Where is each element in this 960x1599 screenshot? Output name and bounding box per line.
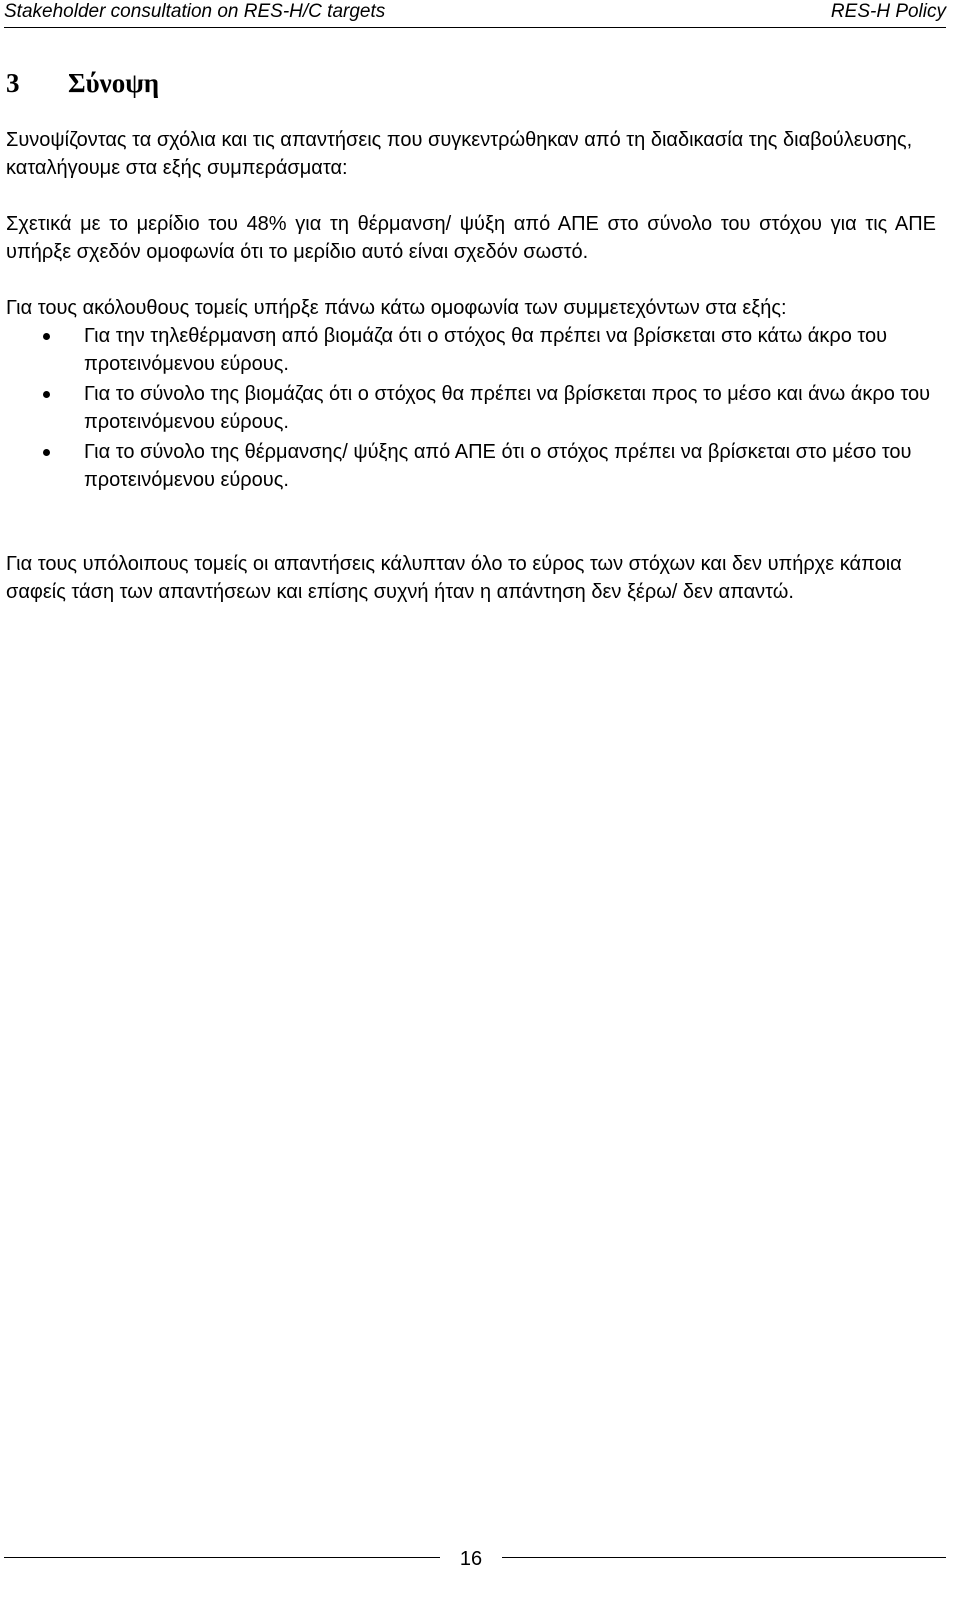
paragraph-summary-intro xyxy=(6,126,936,182)
list-item xyxy=(0,322,936,378)
section-heading xyxy=(6,66,159,100)
page-number: 16 xyxy=(459,1548,483,1570)
paragraph-text: Σχετικά με το μερίδιο του 48% για τη θέρμανση/ ψύξη από ΑΠΕ στο σύνολο του στόχου για τις ΑΠΕ υπήρξε σχεδόν ομοφωνία ότι το μερίδιο αυτό είναι σχεδόν σωστό. xyxy=(6,213,936,263)
list-item-text: Για την τηλεθέρμανση από βιομάζα ότι ο στόχος θα πρέπει να βρίσκεται στο κάτω άκρο του προτεινόμενου εύρους. xyxy=(84,325,888,375)
page-header xyxy=(4,0,946,28)
page-footer xyxy=(0,1546,960,1576)
list-item-text: Για το σύνολο της βιομάζας ότι ο στόχος θα πρέπει να βρίσκεται προς το μέσο και άνω άκρο του προτεινόμενου εύρους. xyxy=(84,383,931,433)
paragraph-text: Συνοψίζοντας τα σχόλια και τις απαντήσεις που συγκεντρώθηκαν από τη διαδικασία της διαβούλευσης, καταλήγουμε στα εξής συμπεράσματα: xyxy=(6,129,913,179)
paragraph-text: Για τους υπόλοιπους τομείς οι απαντήσεις κάλυπταν όλο το εύρος των στόχων και δεν υπήρχε κάποια σαφείς τάση των απαντήσεων και επίσης συχνή ήταν η απάντηση δεν ξέρω/ δεν απαντώ. xyxy=(6,553,902,603)
section-title: Σύνοψη xyxy=(68,68,160,98)
paragraph-consensus-sectors xyxy=(6,294,936,322)
list-item xyxy=(0,438,936,494)
list-item xyxy=(0,380,936,436)
list-item-text: Για το σύνολο της θέρμανσης/ ψύξης από ΑΠΕ ότι ο στόχος πρέπει να βρίσκεται στο μέσο του προτεινόμενου εύρους. xyxy=(84,441,912,491)
bullet-list xyxy=(0,322,936,496)
paragraph-other-sectors xyxy=(6,550,936,606)
footer-rule-left xyxy=(4,1557,440,1558)
section-number: 3 xyxy=(6,68,20,98)
paragraph-text: Για τους ακόλουθους τομείς υπήρξε πάνω κάτω ομοφωνία των συμμετεχόντων στα εξής: xyxy=(6,297,787,319)
bullet-icon xyxy=(43,391,50,398)
footer-rule-right xyxy=(502,1557,946,1558)
bullet-icon xyxy=(43,449,50,456)
bullet-icon xyxy=(43,333,50,340)
paragraph-share-48-percent xyxy=(6,210,936,266)
header-document-title: Stakeholder consultation on RES-H/C targets xyxy=(4,1,386,22)
header-section-title: RES-H Policy xyxy=(830,1,946,22)
